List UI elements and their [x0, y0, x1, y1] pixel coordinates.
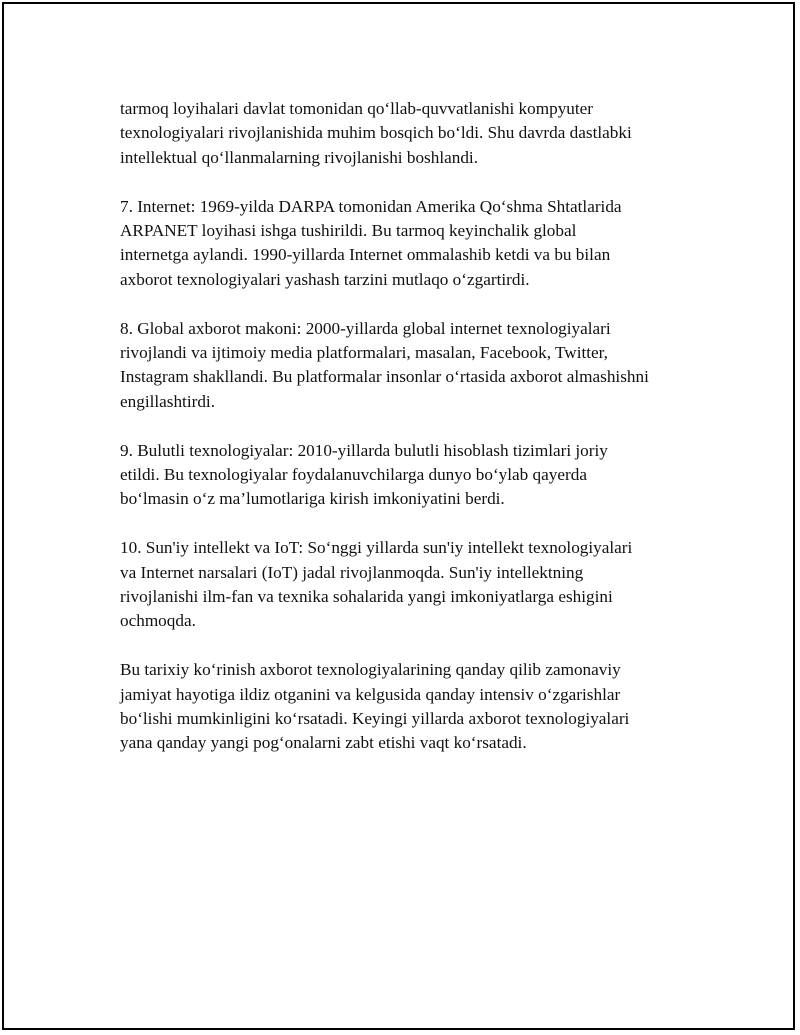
paragraph-conclusion: Bu tarixiy ko‘rinish axborot texnologiyalarining qanday qilib zamonaviy jamiyat hayotiga ildiz otganini va kelgusida qanday intensiv o‘zgarishlar bo‘lishi mumkinligini ko‘rsatadi. Keyingi yillarda axborot texnologiyalari yana qanday yangi pog‘onalarni zabt etishi vaqt ko‘rsatadi. — [120, 660, 630, 753]
paragraph-global-information-space: 8. Global axborot makoni: 2000-yillarda global internet texnologiyalari rivojlandi va ijtimoiy media platformalari, masalan, Facebook, Twitter, Instagram shakllandi. Bu platformalar insonlar o‘rtasida axborot almashishni engillashtirdi. — [120, 318, 649, 411]
document-body — [120, 97, 700, 780]
paragraph-internet: 7. Internet: 1969-yilda DARPA tomonidan Amerika Qo‘shma Shtatlarida ARPANET loyihasi ishga tushirildi. Bu tarmoq keyinchalik global internetga aylandi. 1990-yillarda Internet ommalashib ketdi va bu bilan axborot texnologiyalari yashash tarzini mutlaqo o‘zgartirdi. — [120, 196, 622, 289]
paragraph-cloud-technologies: 9. Bulutli texnologiyalar: 2010-yillarda bulutli hisoblash tizimlari joriy etildi. Bu texnologiyalar foydalanuvchilarga dunyo bo‘ylab qayerda bo‘lmasin o‘z ma’lumotlariga kirish imkoniyatini berdi. — [120, 440, 608, 509]
paragraph-ai-and-iot: 10. Sun'iy intellekt va IoT: So‘nggi yillarda sun'iy intellekt texnologiyalari va Internet narsalari (IoT) jadal rivojlanmoqda. Sun'iy intellektning rivojlanishi ilm-fan va texnika sohalarida yangi imkoniyatlarga eshigini ochmoqda. — [120, 538, 633, 631]
document-page — [2, 2, 795, 1030]
paragraph-networks-continued: tarmoq loyihalari davlat tomonidan qo‘llab-quvvatlanishi kompyuter texnologiyalari rivojlanishida muhim bosqich bo‘ldi. Shu davrda dastlabki intellektual qo‘llanmalarning rivojlanishi boshlandi. — [120, 99, 632, 167]
